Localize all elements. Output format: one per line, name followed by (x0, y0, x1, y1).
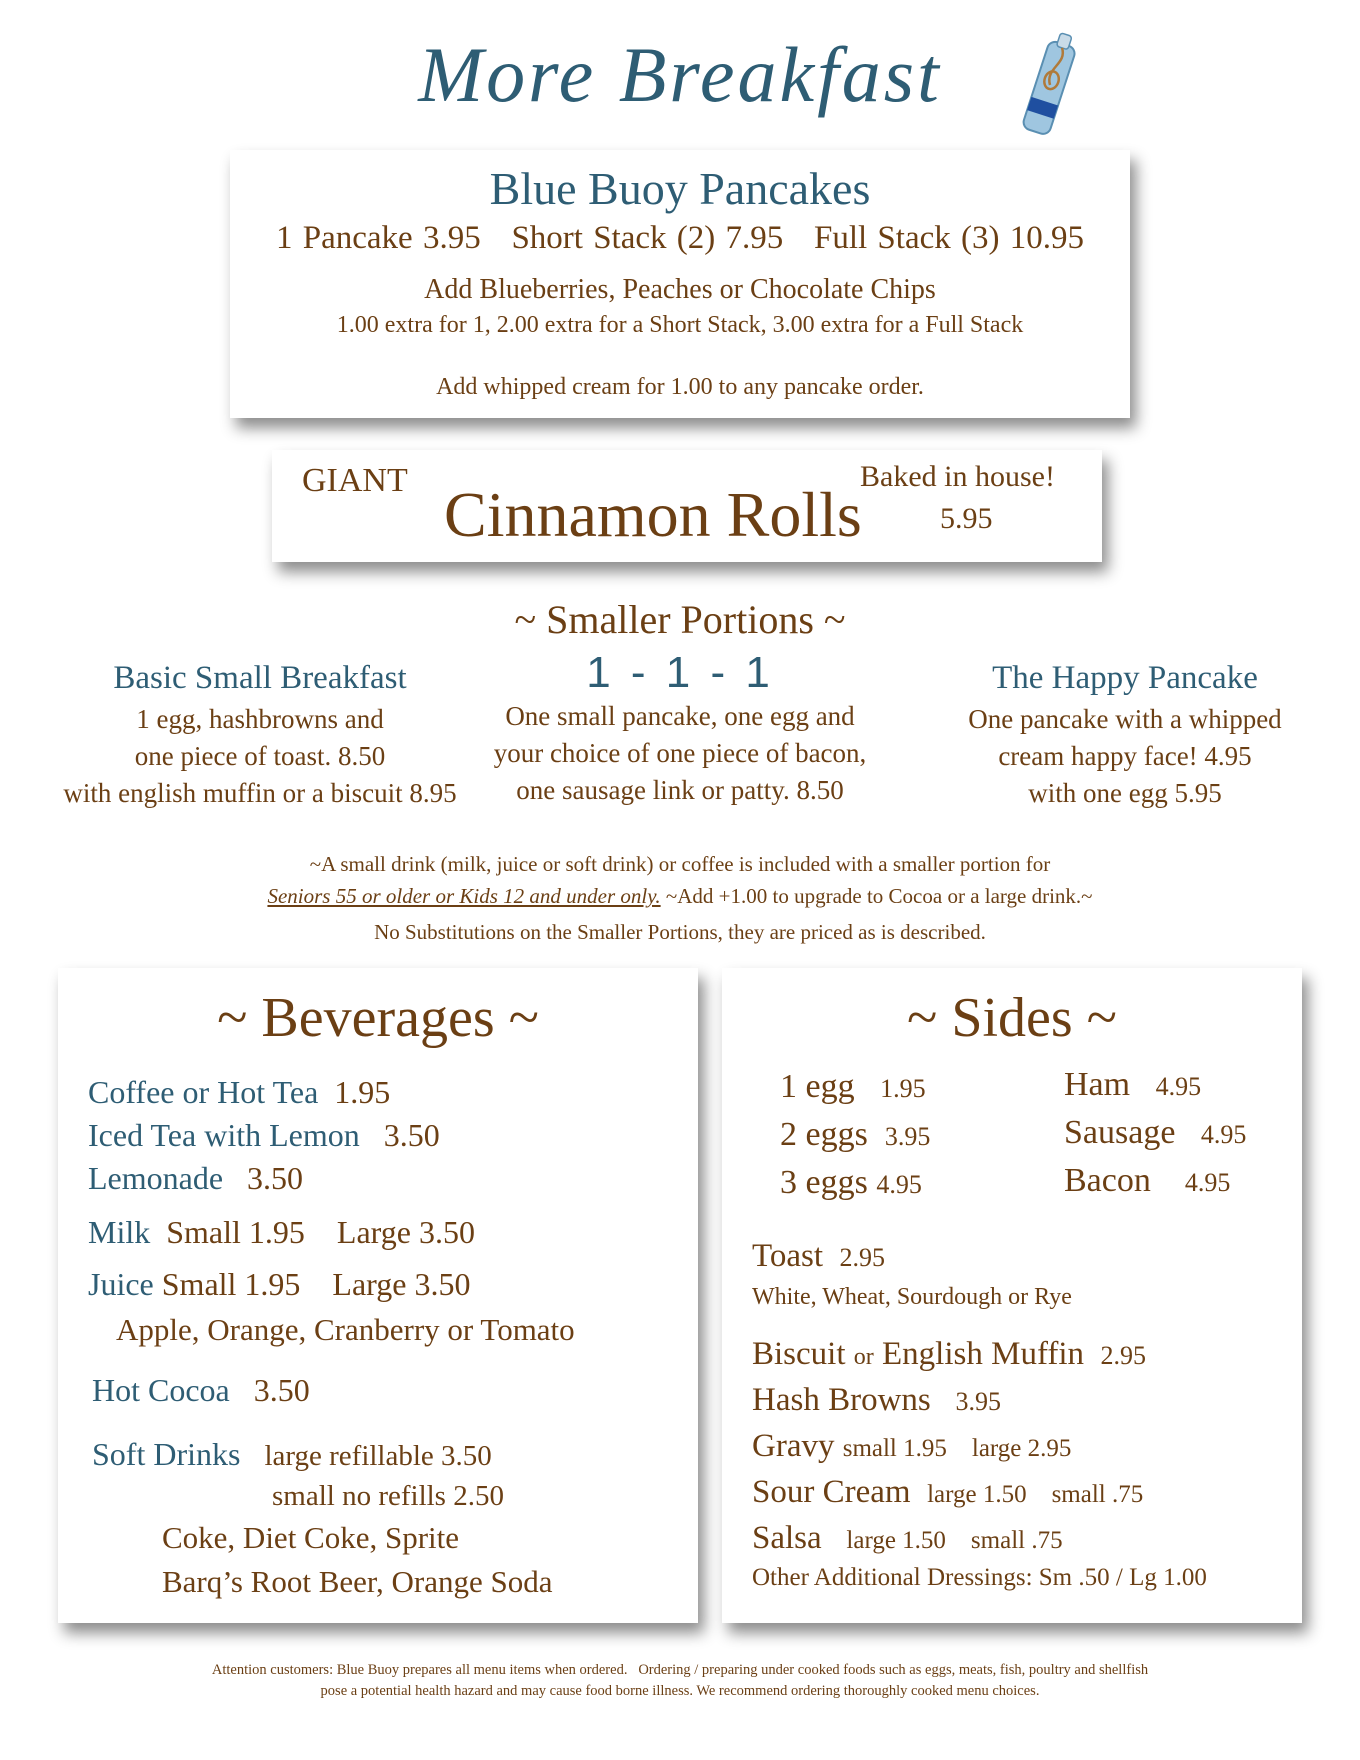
side-sour-name: Sour Cream (752, 1474, 911, 1510)
side-sour (752, 1474, 1143, 1511)
side-other: Other Additional Dressings: Sm .50 / Lg 1.00 (752, 1564, 1207, 1591)
side-egg1 (780, 1068, 926, 1106)
footer-line2: pose a potential health hazard and may cause food borne illness. We recommend ordering thoroughly cooked menu choices. (320, 1683, 1040, 1699)
side-egg1-price: 1.95 (880, 1074, 926, 1103)
bev-juice-name: Juice (88, 1266, 154, 1302)
bev-lemonade (88, 1160, 303, 1197)
footer-disclaimer (0, 1660, 1360, 1702)
side-sausage-price: 4.95 (1200, 1120, 1247, 1149)
smaller-note1: ~A small drink (milk, juice or soft drink) or coffee is included with a smaller portion for (309, 852, 1051, 876)
bev-lemonade-name: Lemonade (88, 1160, 224, 1196)
bev-juice-flavors: Apple, Orange, Cranberry or Tomato (116, 1312, 575, 1347)
basic-line1: 1 egg, hashbrowns and (136, 704, 384, 734)
bev-milk (88, 1214, 475, 1251)
side-biscuit-or: or (853, 1344, 874, 1370)
smaller-note2-rest: ~Add +1.00 to upgrade to Cocoa or a large drink.~ (660, 884, 1093, 908)
happy-line3: with one egg 5.95 (1028, 778, 1222, 808)
side-salsa (752, 1520, 1063, 1557)
bev-tea (88, 1117, 440, 1154)
side-sausage-name: Sausage (1064, 1114, 1176, 1151)
basic-line2: one piece of toast. 8.50 (134, 741, 386, 771)
side-salsa-price: large 1.50 small .75 (846, 1527, 1063, 1554)
side-ham-name: Ham (1064, 1066, 1131, 1103)
footer-line1: Attention customers: Blue Buoy prepares all menu items when ordered. Ordering / preparing under cooked foods such as eggs, meats, fish, poultry and shellfish (211, 1662, 1149, 1678)
bev-soft-list2: Barq’s Root Beer, Orange Soda (162, 1564, 553, 1599)
cinnamon-card (272, 450, 1102, 562)
side-ham-price: 4.95 (1155, 1072, 1202, 1101)
side-egg2 (780, 1116, 930, 1154)
sides-card (722, 968, 1302, 1623)
smaller-number: 1 - 1 - 1 (586, 648, 774, 697)
happy-title: The Happy Pancake (992, 660, 1258, 696)
beverages-heading: ~ Beverages ~ (217, 987, 539, 1049)
basic-title: Basic Small Breakfast (113, 660, 407, 696)
bev-cocoa (92, 1372, 310, 1409)
basic-line3: with english muffin or a biscuit 8.95 (63, 778, 457, 808)
pancakes-addon-prices: 1.00 extra for 1, 2.00 extra for a Short Stack, 3.00 extra for a Full Stack (336, 312, 1024, 338)
side-hash-price: 3.95 (955, 1387, 1001, 1416)
side-egg3 (780, 1164, 922, 1202)
side-egg3-price: 4.95 (876, 1170, 922, 1199)
bev-tea-name: Iced Tea with Lemon (88, 1117, 360, 1153)
basic-small-breakfast (40, 660, 480, 812)
bev-soft (92, 1436, 492, 1473)
cinnamon-name: Cinnamon Rolls (444, 479, 862, 550)
bev-juice (88, 1266, 470, 1303)
smaller-note3: No Substitutions on the Smaller Portions, they are priced as is described. (374, 920, 986, 944)
pancakes-prices: 1 Pancake 3.95 Short Stack (2) 7.95 Full Stack (3) 10.95 (276, 220, 1084, 256)
smaller-note2-underline: Seniors 55 or older or Kids 12 and under only. (267, 884, 661, 908)
page-title: More Breakfast (418, 31, 942, 118)
side-egg2-name: 2 eggs (780, 1116, 868, 1153)
side-gravy-price: small 1.95 large 2.95 (842, 1435, 1072, 1462)
bev-coffee-name: Coffee or Hot Tea (88, 1074, 319, 1110)
smaller-note2 (0, 884, 1360, 909)
bev-soft-small: small no refills 2.50 (272, 1480, 504, 1512)
bev-milk-name: Milk (88, 1214, 151, 1250)
side-ham (1064, 1066, 1201, 1104)
side-gravy-name: Gravy (752, 1428, 835, 1464)
one-one-one (470, 698, 890, 809)
side-egg1-name: 1 egg (780, 1068, 855, 1105)
side-egg2-price: 3.95 (884, 1122, 931, 1151)
side-salsa-name: Salsa (752, 1520, 822, 1556)
bev-cocoa-name: Hot Cocoa (92, 1372, 230, 1408)
happy-line1: One pancake with a whipped (968, 704, 1282, 734)
side-biscuit (752, 1336, 1146, 1373)
side-toast (752, 1238, 885, 1275)
pancakes-card (230, 150, 1130, 418)
buoy-icon (1010, 30, 1090, 140)
bev-cocoa-price: 3.50 (253, 1372, 310, 1408)
one-line1: One small pancake, one egg and (505, 701, 855, 731)
pancakes-title: Blue Buoy Pancakes (489, 163, 871, 214)
side-gravy (752, 1428, 1071, 1465)
cinnamon-baked: Baked in house! (860, 460, 1055, 493)
side-biscuit-price: 2.95 (1100, 1341, 1146, 1370)
bev-milk-price: Small 1.95 Large 3.50 (166, 1214, 475, 1250)
bev-soft-name: Soft Drinks (92, 1436, 241, 1472)
bev-tea-price: 3.50 (383, 1117, 440, 1153)
side-sausage (1064, 1114, 1246, 1152)
side-toast-name: Toast (752, 1238, 824, 1274)
side-hash (752, 1382, 1001, 1419)
beverages-card (58, 968, 698, 1623)
bev-lemonade-price: 3.50 (247, 1160, 304, 1196)
bev-coffee (88, 1074, 390, 1111)
smaller-heading: ~ Smaller Portions ~ (514, 597, 846, 642)
cinnamon-giant: GIANT (302, 462, 408, 499)
pancakes-addons: Add Blueberries, Peaches or Chocolate Chips (424, 274, 936, 305)
one-line2: your choice of one piece of bacon, (493, 738, 867, 768)
happy-line2: cream happy face! 4.95 (998, 741, 1252, 771)
side-hash-name: Hash Browns (752, 1382, 931, 1418)
side-sour-price: large 1.50 small .75 (927, 1481, 1144, 1508)
bev-soft-list1: Coke, Diet Coke, Sprite (162, 1520, 460, 1555)
one-line3: one sausage link or patty. 8.50 (516, 775, 844, 805)
side-bacon (1064, 1162, 1230, 1200)
bev-coffee-price: 1.95 (334, 1074, 391, 1110)
side-toast-price: 2.95 (839, 1243, 886, 1272)
side-bacon-price: 4.95 (1184, 1168, 1231, 1197)
pancakes-whipped: Add whipped cream for 1.00 to any pancake order. (436, 374, 924, 400)
side-egg3-name: 3 eggs (780, 1164, 868, 1201)
side-biscuit-b: English Muffin (882, 1336, 1084, 1372)
side-toast-types: White, Wheat, Sourdough or Rye (752, 1284, 1072, 1310)
sides-heading: ~ Sides ~ (907, 987, 1117, 1049)
bev-soft-large: large refillable 3.50 (264, 1440, 492, 1472)
bev-juice-price: Small 1.95 Large 3.50 (161, 1266, 471, 1302)
cinnamon-price: 5.95 (940, 502, 993, 535)
side-bacon-name: Bacon (1064, 1162, 1151, 1199)
happy-pancake (930, 660, 1320, 812)
side-biscuit-a: Biscuit (752, 1336, 846, 1372)
